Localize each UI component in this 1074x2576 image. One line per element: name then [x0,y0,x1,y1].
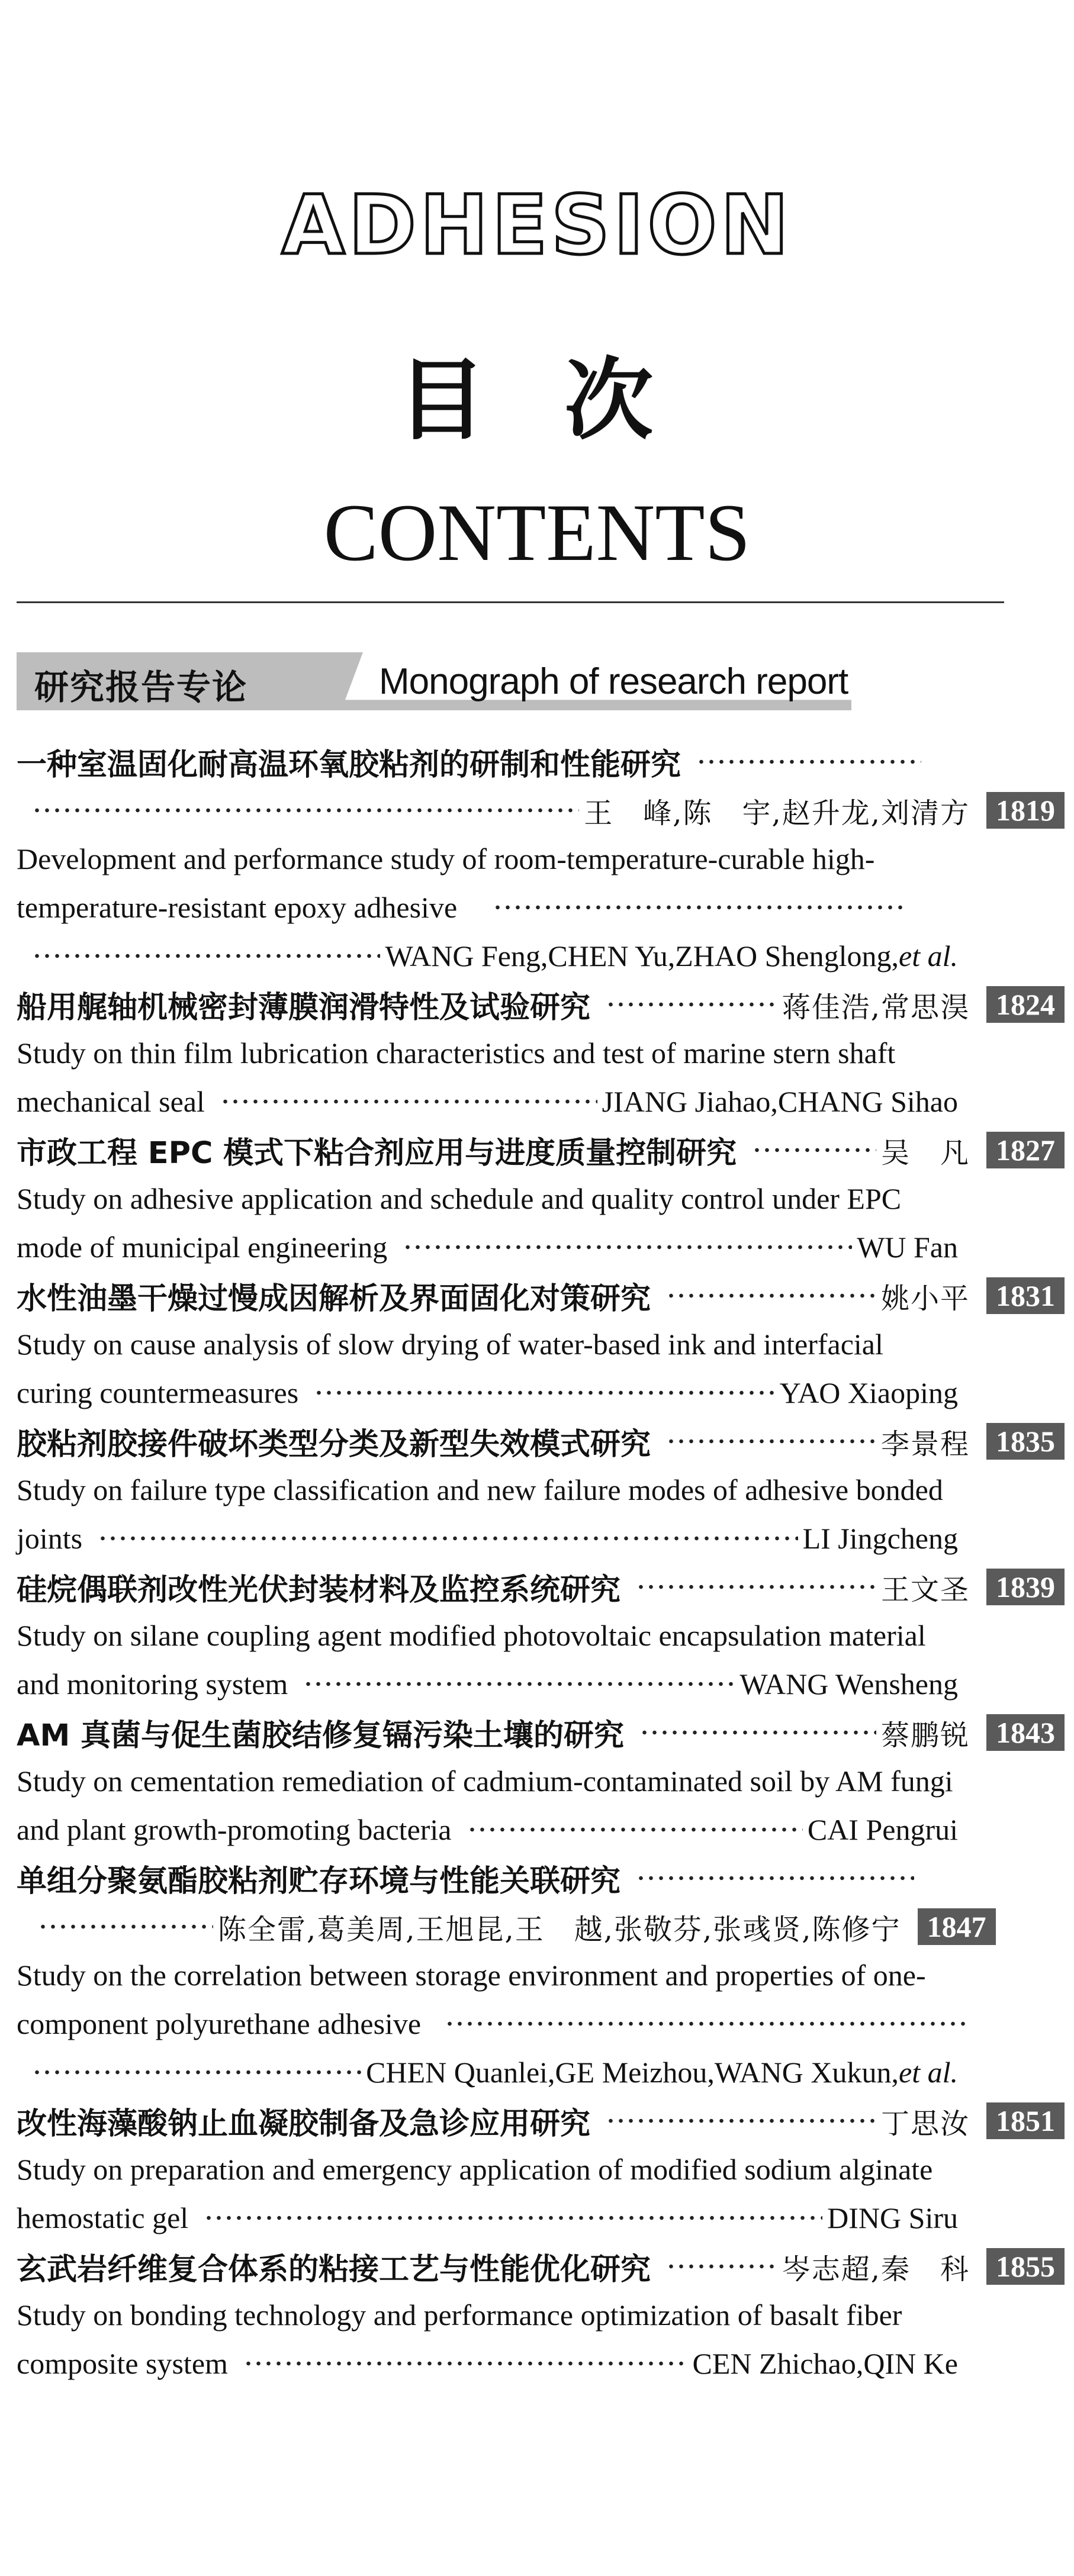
entry-authors-en: YAO Xiaoping [779,1376,958,1409]
toc-entry-10-en-line [17,2291,1065,2339]
toc-entry-7-cn-line[interactable] [17,1708,1065,1757]
toc-entry-4-en-author-line [17,1368,958,1417]
toc-entry-5-en-author-line [17,1514,958,1563]
leader-dots [467,1824,803,1836]
entry-title-cn[interactable]: 单组分聚氨酯胶粘剂贮存环境与性能关联研究 [17,1864,621,1899]
leader-dots [636,1581,876,1593]
entry-title-cn[interactable]: AM 真菌与促生菌胶结修复镉污染土壤的研究 [17,1718,624,1753]
entry-authors-en: CEN Zhichao,QIN Ke [692,2347,958,2380]
entry-authors-cn: 蒋佳浩,常思淏 [782,990,970,1024]
leader-dots [666,1290,876,1302]
leader-dots [696,756,921,768]
leader-dots [639,1727,876,1738]
toc-entry-9-cn-line[interactable] [17,2097,1065,2145]
entry-authors-en: WANG Feng,CHEN Yu,ZHAO Shenglong,et al. [385,939,958,973]
entry-title-cn[interactable]: 船用艉轴机械密封薄膜润滑特性及试验研究 [17,990,591,1025]
section-title-en: Monograph of research report [379,661,848,702]
toc-entry-5-cn-line[interactable] [17,1417,1065,1466]
leader-dots [403,1241,852,1253]
journal-logo: ADHESION [281,178,793,273]
leader-dots [666,1435,876,1447]
entry-title-en: joints [17,1522,83,1555]
entry-title-en: Study on preparation and emergency application of modified sodium alginate [17,2153,933,2186]
page-number-badge[interactable]: 1855 [986,2248,1065,2285]
leader-dots [636,1872,914,1884]
toc-heading-cn: 目 次 [397,348,677,452]
leader-dots [32,2066,361,2078]
entry-title-cn[interactable]: 玄武岩纤维复合体系的粘接工艺与性能优化研究 [17,2252,651,2287]
toc-entry-8-cn-line[interactable] [17,1854,1065,1902]
toc-entry-5-en-line [17,1466,1065,1514]
entry-authors-en: WU Fan [857,1231,958,1264]
entry-title-cn[interactable]: 改性海藻酸钠止血凝胶制备及急诊应用研究 [17,2107,591,2142]
entry-authors-cn: 吴 凡 [880,1136,970,1170]
toc-entry-1-author-line [17,786,1065,835]
entry-title-en: Development and performance study of room-temperature-curable high- [17,842,875,875]
entry-authors-cn: 李景程 [880,1427,970,1461]
toc-entry-10-en-author-line [17,2339,958,2388]
entry-title-en: Study on cause analysis of slow drying of water-based ink and interfacial [17,1328,883,1361]
entry-title-en: temperature-resistant epoxy adhesive [17,891,458,924]
leader-dots [32,804,579,816]
toc-entry-1-en-line [17,835,1065,883]
leader-dots [98,1532,798,1544]
page-number-badge[interactable]: 1847 [918,1908,996,1945]
entry-authors-en: JIANG Jiahao,CHANG Sihao [602,1085,958,1118]
entry-title-en: component polyurethane adhesive [17,2007,422,2040]
header-divider [17,601,1004,603]
leader-dots [204,2212,822,2224]
toc-entry-6-en-author-line [17,1660,958,1708]
leader-dots [666,2261,777,2272]
entry-authors-en: CAI Pengrui [807,1813,958,1846]
page-number-badge[interactable]: 1824 [986,986,1065,1023]
entry-title-en: mechanical seal [17,1085,205,1118]
toc-entry-2-en-line [17,1029,1065,1077]
toc-entry-6-en-line [17,1611,1065,1660]
toc-entry-3-en-author-line [17,1223,958,1271]
leader-dots [38,1921,213,1933]
et-al-text: et al. [899,939,958,973]
entry-title-en: Study on the correlation between storage environment and properties of one- [17,1959,926,1992]
entry-title-en: and monitoring system [17,1667,288,1701]
entry-title-en: hemostatic gel [17,2201,189,2234]
toc-entry-9-en-line [17,2145,1065,2194]
page-number-badge[interactable]: 1827 [986,1132,1065,1168]
leader-dots [32,950,380,962]
toc-entry-1-en-line [17,883,1065,932]
toc-entry-2-cn-line[interactable] [17,980,1065,1029]
entry-title-cn[interactable]: 一种室温固化耐高温环氧胶粘剂的研制和性能研究 [17,748,681,783]
entry-authors-en: CHEN Quanlei,GE Meizhou,WANG Xukun,et al. [366,2056,958,2089]
entry-authors-cn: 蔡鹏锐 [880,1718,970,1752]
entry-authors-en: DING Siru [827,2201,958,2234]
entry-authors-cn: 岑志超,秦 科 [782,2252,970,2286]
leader-dots [220,1096,597,1107]
page-number-badge[interactable]: 1839 [986,1569,1065,1605]
entry-authors-cn: 王文圣 [880,1573,970,1606]
toc-entry-7-en-author-line [17,1805,958,1854]
toc-entry-9-en-author-line [17,2194,958,2242]
leader-dots [606,999,777,1010]
entry-title-en: mode of municipal engineering [17,1231,388,1264]
toc-entry-8-en-line [17,1999,1065,2048]
toc-heading-en: CONTENTS [323,487,751,578]
entry-title-en: Study on failure type classification and new failure modes of adhesive bonded [17,1473,943,1506]
page-number-badge[interactable]: 1843 [986,1714,1065,1751]
leader-dots [243,2358,688,2369]
toc-entry-4-cn-line[interactable] [17,1271,1065,1320]
entry-title-en: composite system [17,2347,228,2380]
et-al-text: et al. [899,2056,958,2089]
entry-title-en: Study on thin film lubrication characteristics and test of marine stern shaft [17,1036,896,1070]
page-number-badge[interactable]: 1831 [986,1277,1065,1314]
entry-title-en: Study on adhesive application and schedule and quality control under EPC [17,1182,902,1215]
page-number-badge[interactable]: 1851 [986,2102,1065,2139]
toc-entry-2-en-author-line [17,1077,958,1126]
leader-dots [606,2115,876,2127]
toc-entry-4-en-line [17,1320,1065,1368]
toc-entry-7-en-line [17,1757,1065,1805]
entry-title-cn[interactable]: 硅烷偶联剂改性光伏封装材料及监控系统研究 [17,1573,621,1608]
entry-title-en: Study on cementation remediation of cadmium-contaminated soil by AM fungi [17,1764,953,1798]
toc-entry-8-author-line [17,1902,1065,1951]
entry-authors-en: LI Jingcheng [802,1522,958,1555]
entry-authors-cn: 陈全雷,葛美周,王旭昆,王 越,张敬芬,张彧贤,陈修宁 [218,1912,901,1946]
entry-title-en: Study on bonding technology and performance optimization of basalt fiber [17,2298,902,2332]
toc-entry-3-cn-line[interactable] [17,1126,1065,1174]
entry-title-en: curing countermeasures [17,1376,299,1409]
toc-entry-3-en-line [17,1174,1065,1223]
page-number-badge[interactable]: 1819 [986,792,1065,829]
entry-title-cn[interactable]: 胶粘剂胶接件破坏类型分类及新型失效模式研究 [17,1427,651,1462]
leader-dots [493,901,907,913]
section-title-cn: 研究报告专论 [34,667,248,707]
entry-title-en: Study on silane coupling agent modified photovoltaic encapsulation material [17,1619,926,1652]
entry-authors-en: WANG Wensheng [739,1667,958,1701]
entry-authors-cn: 丁思汝 [880,2107,970,2140]
toc-entry-8-en-line [17,1951,1065,1999]
toc-entry-10-cn-line[interactable] [17,2242,1065,2291]
entry-title-en: and plant growth-promoting bacteria [17,1813,452,1846]
entry-authors-cn: 姚小平 [880,1281,970,1315]
toc-entry-6-cn-line[interactable] [17,1563,1065,1611]
section-banner [17,652,851,710]
page-number-badge[interactable]: 1835 [986,1423,1065,1460]
toc-entry-1-en-author-line [17,932,958,980]
toc-entry-8-en-author-line [17,2048,958,2097]
leader-dots [445,2018,966,2030]
entry-title-cn[interactable]: 市政工程 EPC 模式下粘合剂应用与进度质量控制研究 [17,1136,737,1171]
toc-entry-1-cn-line[interactable] [17,738,1065,786]
entry-title-cn[interactable]: 水性油墨干燥过慢成因解析及界面固化对策研究 [17,1281,651,1316]
leader-dots [314,1387,774,1399]
leader-dots [303,1678,735,1690]
leader-dots [752,1144,876,1156]
entry-authors-cn: 王 峰,陈 宇,赵升龙,刘清方 [584,796,970,830]
